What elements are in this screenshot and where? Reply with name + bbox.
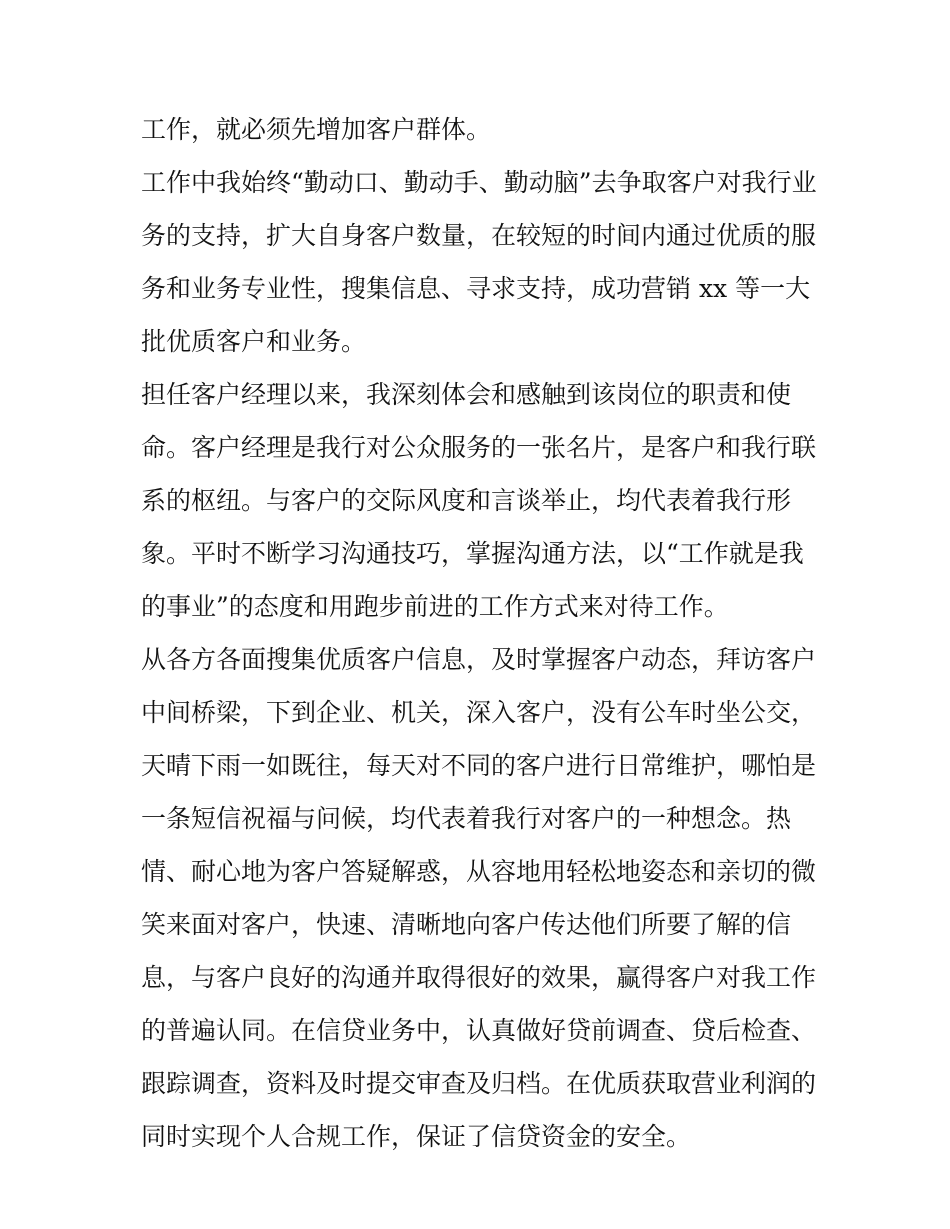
text-line: 象。平时不断学习沟通技巧，掌握沟通方法，以“工作就是我 xyxy=(141,539,804,568)
text-line: 的事业”的态度和用跑步前进的工作方式来对待工作。 xyxy=(141,592,729,621)
text-line: 从各方各面搜集优质客户信息，及时掌握客户动态，拜访客户 xyxy=(141,645,817,674)
document-body xyxy=(141,103,821,1163)
text-line: 情、耐心地为客户答疑解惑，从容地用轻松地姿态和亲切的微 xyxy=(141,857,817,886)
text-line: 笑来面对客户，快速、清晰地向客户传达他们所要了解的信 xyxy=(141,910,792,939)
text-line: 同时实现个人合规工作，保证了信贷资金的安全。 xyxy=(141,1122,692,1151)
text-line: 跟踪调查，资料及时提交审查及归档。在优质获取营业利润的 xyxy=(141,1069,817,1098)
text-line: 务的支持，扩大自身客户数量，在较短的时间内通过优质的服 xyxy=(141,221,817,250)
text-line: 天晴下雨一如既往，每天对不同的客户进行日常维护，哪怕是 xyxy=(141,751,817,780)
text-line: 务和业务专业性，搜集信息、寻求支持，成功营销 xx 等一大 xyxy=(141,274,811,303)
text-line: 批优质客户和业务。 xyxy=(141,327,367,356)
text-line: 系的枢纽。与客户的交际风度和言谈举止，均代表着我行形 xyxy=(141,486,792,515)
text-line: 的普遍认同。在信贷业务中，认真做好贷前调查、贷后检查、 xyxy=(141,1016,817,1045)
text-line: 一条短信祝福与问候，均代表着我行对客户的一种想念。热 xyxy=(141,804,792,833)
text-line: 工作中我始终“勤动口、勤动手、勤动脑”去争取客户对我行业 xyxy=(141,168,817,197)
text-line: 中间桥梁，下到企业、机关，深入客户，没有公车时坐公交， xyxy=(141,698,817,727)
text-line: 命。客户经理是我行对公众服务的一张名片，是客户和我行联 xyxy=(141,433,817,462)
text-line: 工作，就必须先增加客户群体。 xyxy=(141,115,492,144)
text-line: 担任客户经理以来，我深刻体会和感触到该岗位的职责和使 xyxy=(141,380,792,409)
text-line: 息，与客户良好的沟通并取得很好的效果，赢得客户对我工作 xyxy=(141,963,817,992)
